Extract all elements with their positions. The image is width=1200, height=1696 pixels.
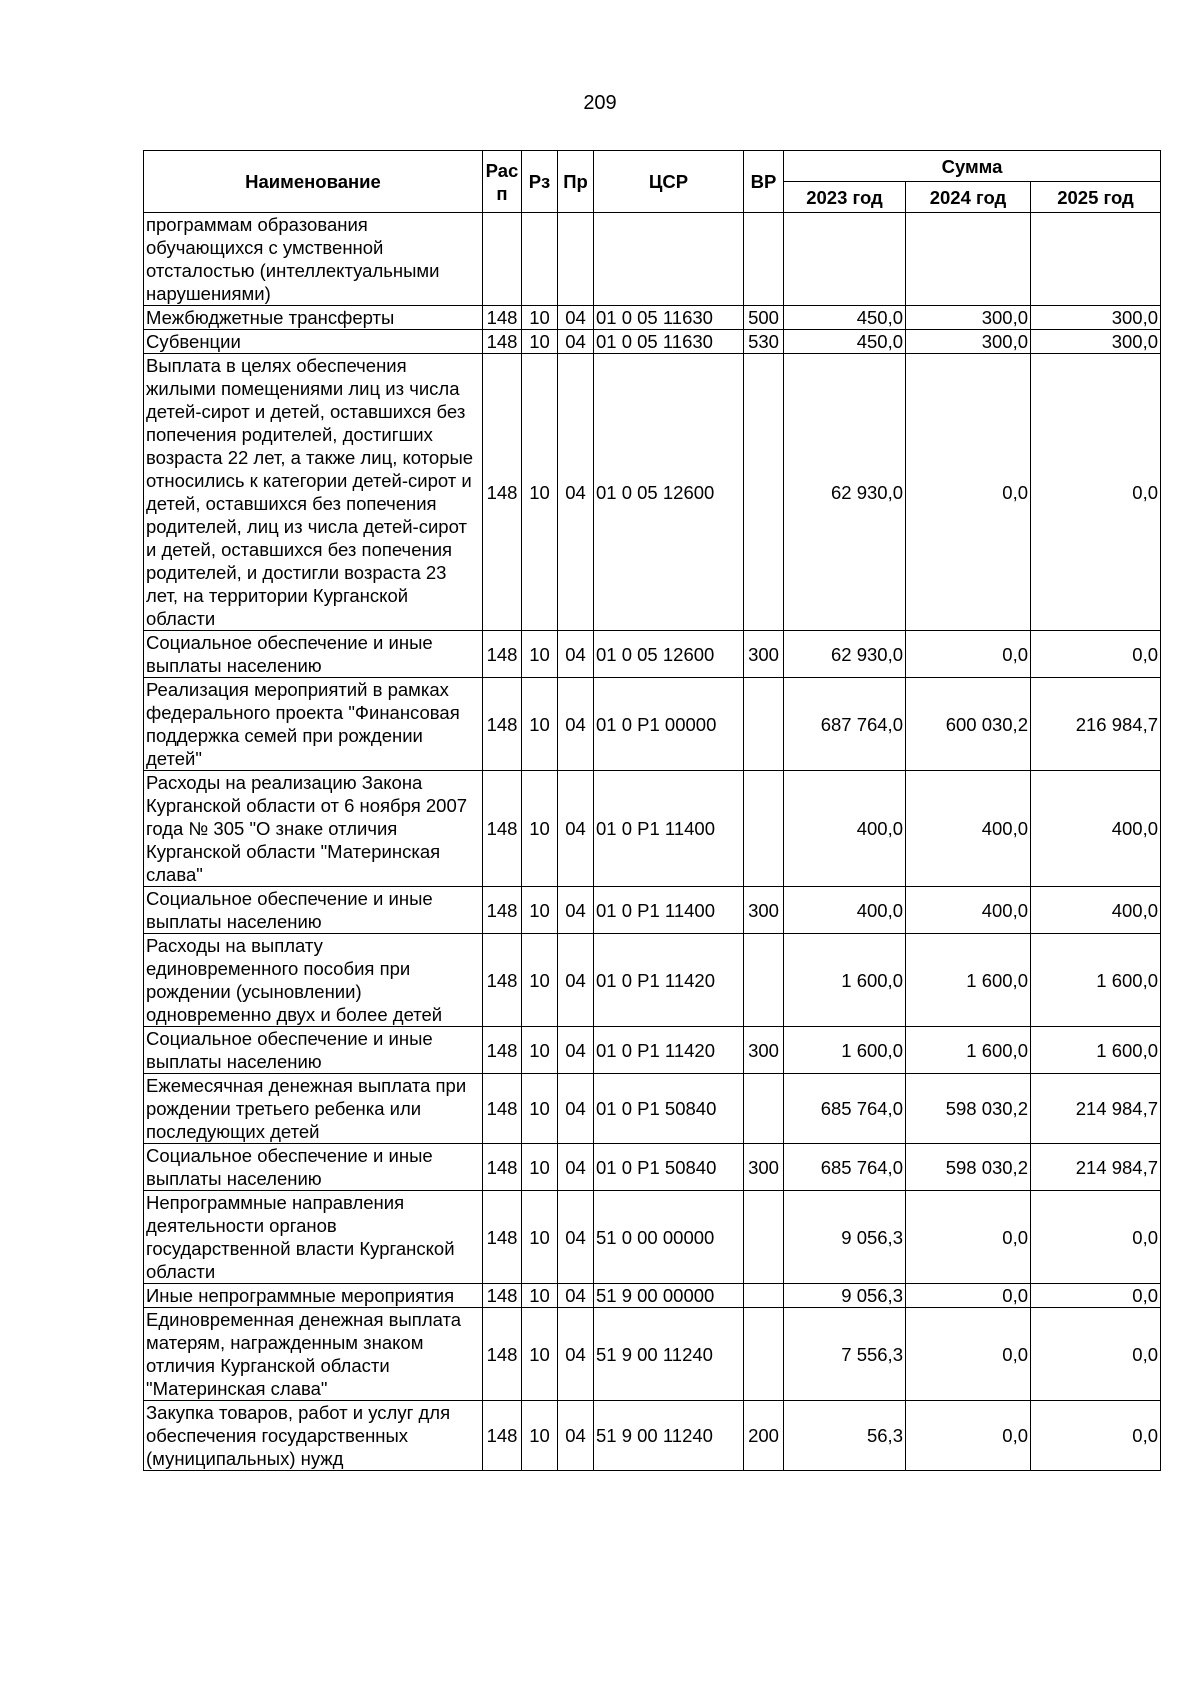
cell-csr: 01 0 P1 00000 [594, 678, 744, 771]
cell-2023: 7 556,3 [784, 1308, 906, 1401]
cell-2023: 685 764,0 [784, 1144, 906, 1191]
cell-pr: 04 [558, 1401, 594, 1471]
cell-rasp: 148 [483, 1284, 522, 1308]
cell-name: Непрограммные направления деятельности органов государственной власти Курганской области [144, 1191, 483, 1284]
cell-2024: 300,0 [906, 330, 1031, 354]
header-rasp [483, 151, 522, 213]
cell-name: Социальное обеспечение и иные выплаты населению [144, 887, 483, 934]
cell-2025: 216 984,7 [1031, 678, 1161, 771]
cell-rasp: 148 [483, 1074, 522, 1144]
header-vr: ВР [744, 151, 784, 213]
cell-rz: 10 [522, 354, 558, 631]
cell-rasp: 148 [483, 678, 522, 771]
table-row [144, 1284, 1161, 1308]
cell-2023 [784, 213, 906, 306]
cell-vr: 500 [744, 306, 784, 330]
cell-vr [744, 354, 784, 631]
cell-2025: 214 984,7 [1031, 1144, 1161, 1191]
cell-2023: 1 600,0 [784, 934, 906, 1027]
header-rz: Рз [522, 151, 558, 213]
table-row [144, 887, 1161, 934]
cell-vr [744, 213, 784, 306]
cell-pr: 04 [558, 678, 594, 771]
cell-2023: 1 600,0 [784, 1027, 906, 1074]
cell-rasp: 148 [483, 887, 522, 934]
cell-vr [744, 771, 784, 887]
table-row [144, 1401, 1161, 1471]
cell-2025: 0,0 [1031, 354, 1161, 631]
header-rasp-line2: п [496, 182, 508, 204]
cell-2024: 0,0 [906, 1308, 1031, 1401]
cell-name: Закупка товаров, работ и услуг для обеспечения государственных (муниципальных) нужд [144, 1401, 483, 1471]
cell-2023: 400,0 [784, 887, 906, 934]
cell-2023: 450,0 [784, 330, 906, 354]
cell-pr: 04 [558, 306, 594, 330]
cell-2025: 0,0 [1031, 1191, 1161, 1284]
cell-name: Иные непрограммные мероприятия [144, 1284, 483, 1308]
cell-2025: 0,0 [1031, 1308, 1161, 1401]
cell-vr: 300 [744, 631, 784, 678]
cell-csr: 51 0 00 00000 [594, 1191, 744, 1284]
cell-name: Межбюджетные трансферты [144, 306, 483, 330]
cell-rz: 10 [522, 887, 558, 934]
cell-csr: 01 0 P1 50840 [594, 1144, 744, 1191]
cell-rasp: 148 [483, 631, 522, 678]
cell-csr: 01 0 05 11630 [594, 306, 744, 330]
cell-2025: 0,0 [1031, 631, 1161, 678]
header-pr: Пр [558, 151, 594, 213]
cell-rasp: 148 [483, 354, 522, 631]
cell-2023: 62 930,0 [784, 631, 906, 678]
cell-2024: 0,0 [906, 1284, 1031, 1308]
cell-vr [744, 1074, 784, 1144]
cell-pr [558, 213, 594, 306]
cell-rasp: 148 [483, 330, 522, 354]
cell-rasp: 148 [483, 1401, 522, 1471]
cell-vr: 300 [744, 1144, 784, 1191]
cell-pr: 04 [558, 1144, 594, 1191]
cell-2023: 687 764,0 [784, 678, 906, 771]
cell-csr: 51 9 00 11240 [594, 1401, 744, 1471]
cell-rasp: 148 [483, 306, 522, 330]
table-row [144, 678, 1161, 771]
cell-2024: 598 030,2 [906, 1074, 1031, 1144]
cell-2024: 0,0 [906, 354, 1031, 631]
cell-2024: 0,0 [906, 1401, 1031, 1471]
table-header [144, 151, 1161, 213]
cell-csr: 51 9 00 00000 [594, 1284, 744, 1308]
cell-2025: 1 600,0 [1031, 1027, 1161, 1074]
cell-csr: 51 9 00 11240 [594, 1308, 744, 1401]
cell-pr: 04 [558, 354, 594, 631]
table-row [144, 771, 1161, 887]
cell-rasp: 148 [483, 1191, 522, 1284]
cell-name: Единовременная денежная выплата матерям, награжденным знаком отличия Курганской области "Материнская слава" [144, 1308, 483, 1401]
cell-vr [744, 934, 784, 1027]
cell-rz: 10 [522, 1191, 558, 1284]
table-row [144, 1027, 1161, 1074]
page-number: 209 [583, 92, 617, 114]
cell-2025: 0,0 [1031, 1401, 1161, 1471]
cell-name: Ежемесячная денежная выплата при рождении третьего ребенка или последующих детей [144, 1074, 483, 1144]
cell-2025: 1 600,0 [1031, 934, 1161, 1027]
cell-rz: 10 [522, 771, 558, 887]
cell-2023: 9 056,3 [784, 1284, 906, 1308]
cell-rz: 10 [522, 1027, 558, 1074]
cell-vr [744, 1284, 784, 1308]
cell-pr: 04 [558, 1308, 594, 1401]
cell-pr: 04 [558, 1074, 594, 1144]
cell-2023: 450,0 [784, 306, 906, 330]
cell-rz: 10 [522, 1074, 558, 1144]
cell-pr: 04 [558, 934, 594, 1027]
header-name: Наименование [144, 151, 483, 213]
header-rasp-line1: Рас [485, 159, 519, 181]
table-body [144, 213, 1161, 1471]
cell-pr: 04 [558, 1027, 594, 1074]
cell-2023: 62 930,0 [784, 354, 906, 631]
cell-vr [744, 678, 784, 771]
cell-2024: 1 600,0 [906, 1027, 1031, 1074]
cell-name: Расходы на выплату единовременного пособия при рождении (усыновлении) одновременно двух и более детей [144, 934, 483, 1027]
table-row [144, 306, 1161, 330]
cell-pr: 04 [558, 631, 594, 678]
header-csr: ЦСР [594, 151, 744, 213]
table-row [144, 354, 1161, 631]
table-row [144, 1191, 1161, 1284]
cell-pr: 04 [558, 1191, 594, 1284]
cell-2023: 400,0 [784, 771, 906, 887]
cell-2024: 0,0 [906, 1191, 1031, 1284]
table-row [144, 1144, 1161, 1191]
cell-pr: 04 [558, 1284, 594, 1308]
cell-csr [594, 213, 744, 306]
cell-rz: 10 [522, 678, 558, 771]
cell-name: Реализация мероприятий в рамках федерального проекта "Финансовая поддержка семей при рождении детей" [144, 678, 483, 771]
cell-csr: 01 0 05 12600 [594, 354, 744, 631]
cell-2024: 400,0 [906, 887, 1031, 934]
cell-name: Социальное обеспечение и иные выплаты населению [144, 1027, 483, 1074]
cell-2024: 1 600,0 [906, 934, 1031, 1027]
cell-2023: 685 764,0 [784, 1074, 906, 1144]
table-row [144, 631, 1161, 678]
cell-rz: 10 [522, 1284, 558, 1308]
cell-name: Субвенции [144, 330, 483, 354]
cell-name: Выплата в целях обеспечения жилыми помещениями лиц из числа детей-сирот и детей, оставшихся без попечения родителей, достигших возраста 22 лет, а также лиц, которые относились к категории детей-сирот и детей, оставшихся без попечения родителей, лиц из числа детей-сирот и детей, оставшихся без попечения родителей, и достигли возраста 23 лет, на территории Курганской области [144, 354, 483, 631]
cell-2025: 0,0 [1031, 1284, 1161, 1308]
cell-rz: 10 [522, 1144, 558, 1191]
cell-name: Социальное обеспечение и иные выплаты населению [144, 1144, 483, 1191]
cell-rasp: 148 [483, 1308, 522, 1401]
cell-vr: 200 [744, 1401, 784, 1471]
cell-2025: 400,0 [1031, 887, 1161, 934]
cell-pr: 04 [558, 771, 594, 887]
cell-vr: 300 [744, 1027, 784, 1074]
table-row [144, 330, 1161, 354]
cell-2025: 300,0 [1031, 306, 1161, 330]
cell-rasp: 148 [483, 934, 522, 1027]
cell-2025: 214 984,7 [1031, 1074, 1161, 1144]
cell-2025 [1031, 213, 1161, 306]
cell-vr [744, 1191, 784, 1284]
cell-2025: 400,0 [1031, 771, 1161, 887]
cell-2024: 598 030,2 [906, 1144, 1031, 1191]
cell-vr [744, 1308, 784, 1401]
cell-pr: 04 [558, 330, 594, 354]
cell-rz: 10 [522, 330, 558, 354]
cell-rz: 10 [522, 934, 558, 1027]
header-year-2023: 2023 год [784, 182, 906, 213]
cell-csr: 01 0 P1 50840 [594, 1074, 744, 1144]
cell-2024: 400,0 [906, 771, 1031, 887]
cell-csr: 01 0 P1 11400 [594, 771, 744, 887]
header-sum: Сумма [784, 151, 1161, 182]
cell-rz: 10 [522, 306, 558, 330]
cell-2024 [906, 213, 1031, 306]
cell-2024: 300,0 [906, 306, 1031, 330]
cell-rz [522, 213, 558, 306]
table-row [144, 1074, 1161, 1144]
header-year-2025: 2025 год [1031, 182, 1161, 213]
table-row [144, 1308, 1161, 1401]
cell-2025: 300,0 [1031, 330, 1161, 354]
table-row [144, 213, 1161, 306]
cell-name: Расходы на реализацию Закона Курганской области от 6 ноября 2007 года № 305 "О знаке отличия Курганской области "Материнская слава" [144, 771, 483, 887]
cell-2023: 56,3 [784, 1401, 906, 1471]
table-row [144, 934, 1161, 1027]
cell-pr: 04 [558, 887, 594, 934]
cell-csr: 01 0 P1 11420 [594, 934, 744, 1027]
cell-csr: 01 0 P1 11420 [594, 1027, 744, 1074]
cell-csr: 01 0 P1 11400 [594, 887, 744, 934]
cell-vr: 300 [744, 887, 784, 934]
cell-rz: 10 [522, 1308, 558, 1401]
cell-name: программам образования обучающихся с умственной отсталостью (интеллектуальными нарушениями) [144, 213, 483, 306]
cell-csr: 01 0 05 12600 [594, 631, 744, 678]
cell-rz: 10 [522, 631, 558, 678]
cell-2024: 0,0 [906, 631, 1031, 678]
cell-2023: 9 056,3 [784, 1191, 906, 1284]
cell-2024: 600 030,2 [906, 678, 1031, 771]
cell-rz: 10 [522, 1401, 558, 1471]
cell-csr: 01 0 05 11630 [594, 330, 744, 354]
header-year-2024: 2024 год [906, 182, 1031, 213]
cell-rasp [483, 213, 522, 306]
cell-rasp: 148 [483, 1144, 522, 1191]
cell-name: Социальное обеспечение и иные выплаты населению [144, 631, 483, 678]
cell-vr: 530 [744, 330, 784, 354]
cell-rasp: 148 [483, 771, 522, 887]
budget-table [143, 150, 1161, 1471]
cell-rasp: 148 [483, 1027, 522, 1074]
